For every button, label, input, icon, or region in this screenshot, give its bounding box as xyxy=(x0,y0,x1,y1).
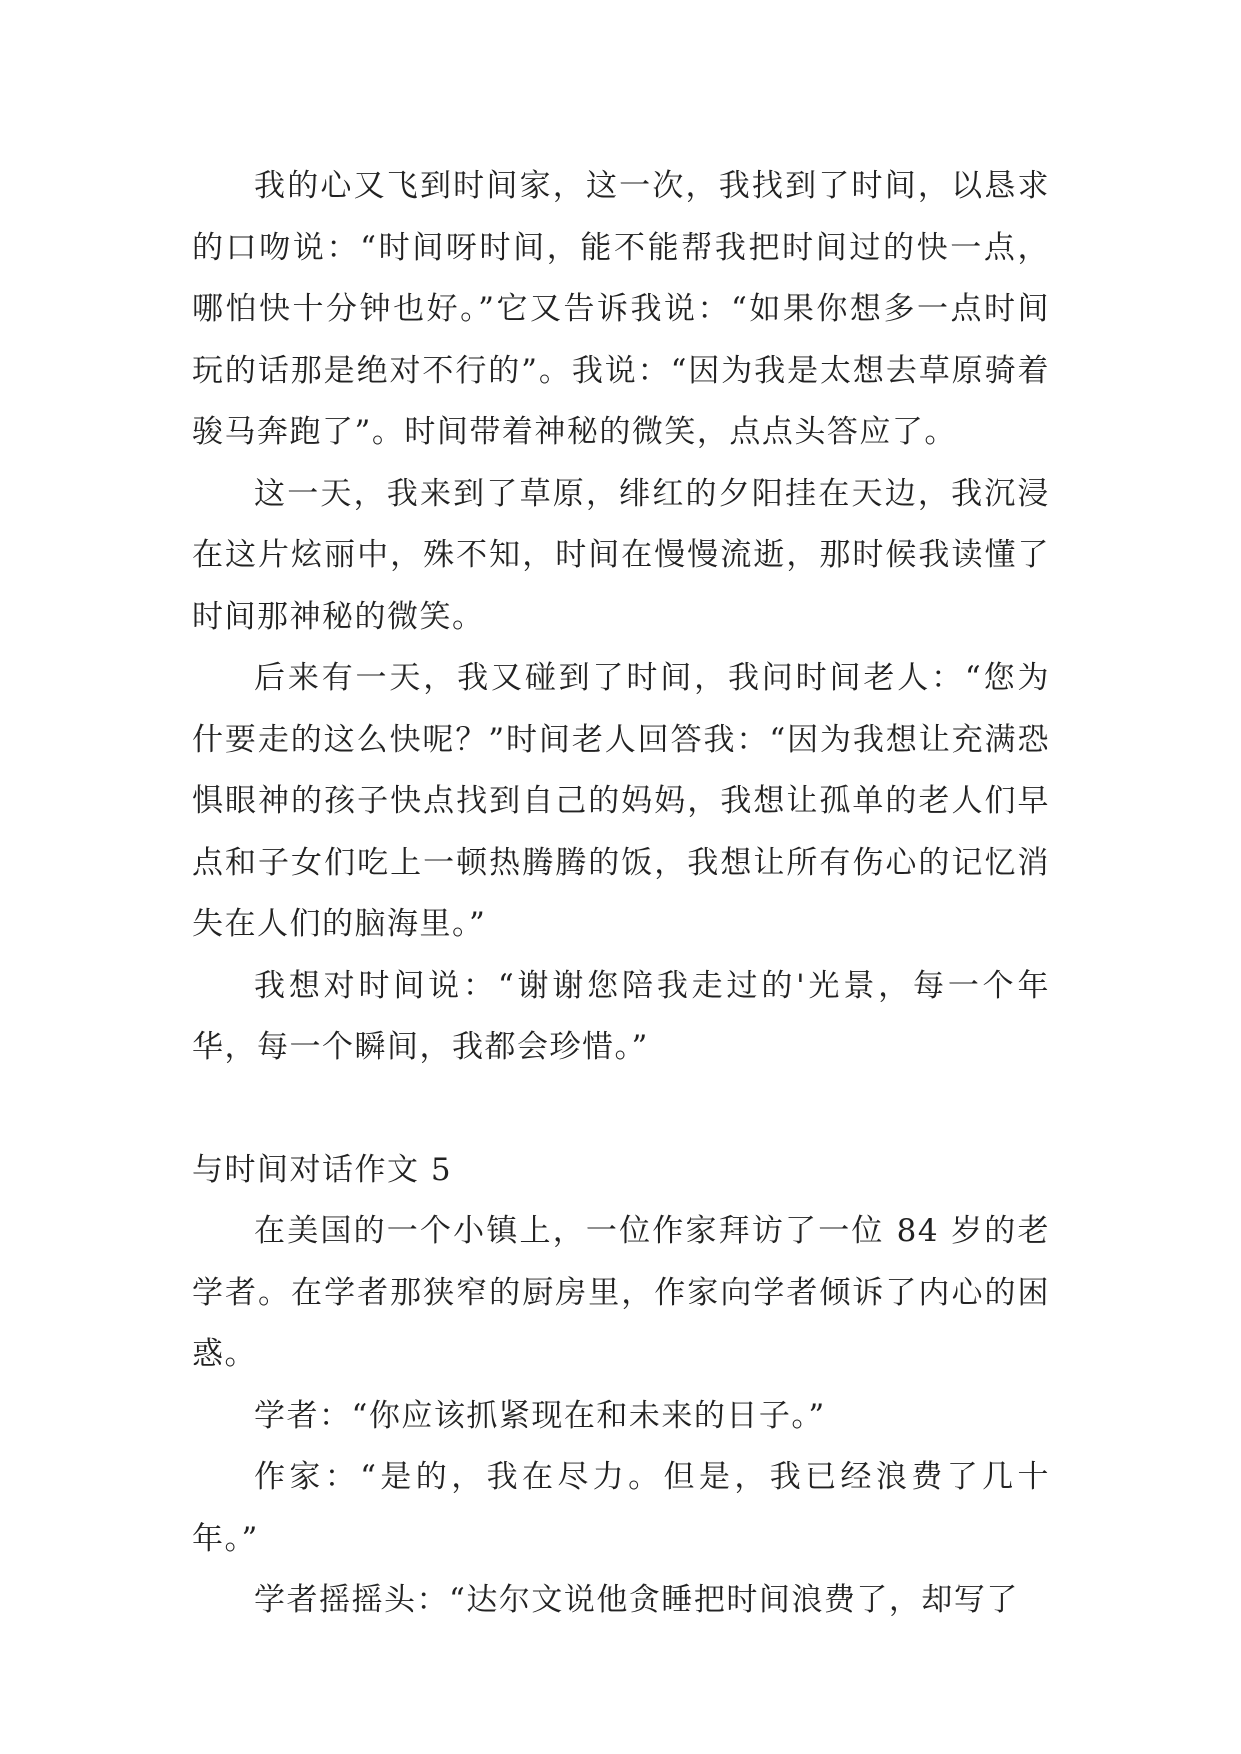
paragraph: 学者：“你应该抓紧现在和未来的日子。” xyxy=(254,1397,826,1434)
paragraph: 这一天，我来到了草原，绯红的夕阳挂在天边，我沉浸在这片炫丽中，殊不知，时间在慢慢流逝，那时候我读懂了时间那神秘的微笑。 xyxy=(192,475,1050,635)
paragraph: 学者摇摇头：“达尔文说他贪睡把时间浪费了，却写了 xyxy=(254,1582,1019,1618)
paragraph: 我想对时间说：“谢谢您陪我走过的'光景，每一个年华，每一个瞬间，我都会珍惜。” xyxy=(192,967,1050,1065)
paragraph: 后来有一天，我又碰到了时间，我问时间老人：“您为什要走的这么快呢？”时间老人回答我：“因为我想让充满恐惧眼神的孩子快点找到自己的妈妈，我想让孤单的老人们早点和子女们吃上一顿热腾腾的饭，我想让所有伤心的记忆消失在人们的脑海里。” xyxy=(192,660,1050,942)
paragraph: 在美国的一个小镇上，一位作家拜访了一位 84 岁的老学者。在学者那狭窄的厨房里，作家向学者倾诉了内心的困惑。 xyxy=(192,1213,1050,1372)
document-body xyxy=(192,156,1050,1632)
paragraph: 我的心又飞到时间家，这一次，我找到了时间，以恳求的口吻说：“时间呀时间，能不能帮我把时间过的快一点，哪怕快十分钟也好。”它又告诉我说：“如果你想多一点时间玩的话那是绝对不行的”。我说：“因为我是太想去草原骑着骏马奔跑了”。时间带着神秘的微笑，点点头答应了。 xyxy=(192,168,1050,450)
section-title: 与时间对话作文 5 xyxy=(192,1151,453,1188)
paragraph: 作家：“是的，我在尽力。但是，我已经浪费了几十年。” xyxy=(192,1459,1050,1557)
